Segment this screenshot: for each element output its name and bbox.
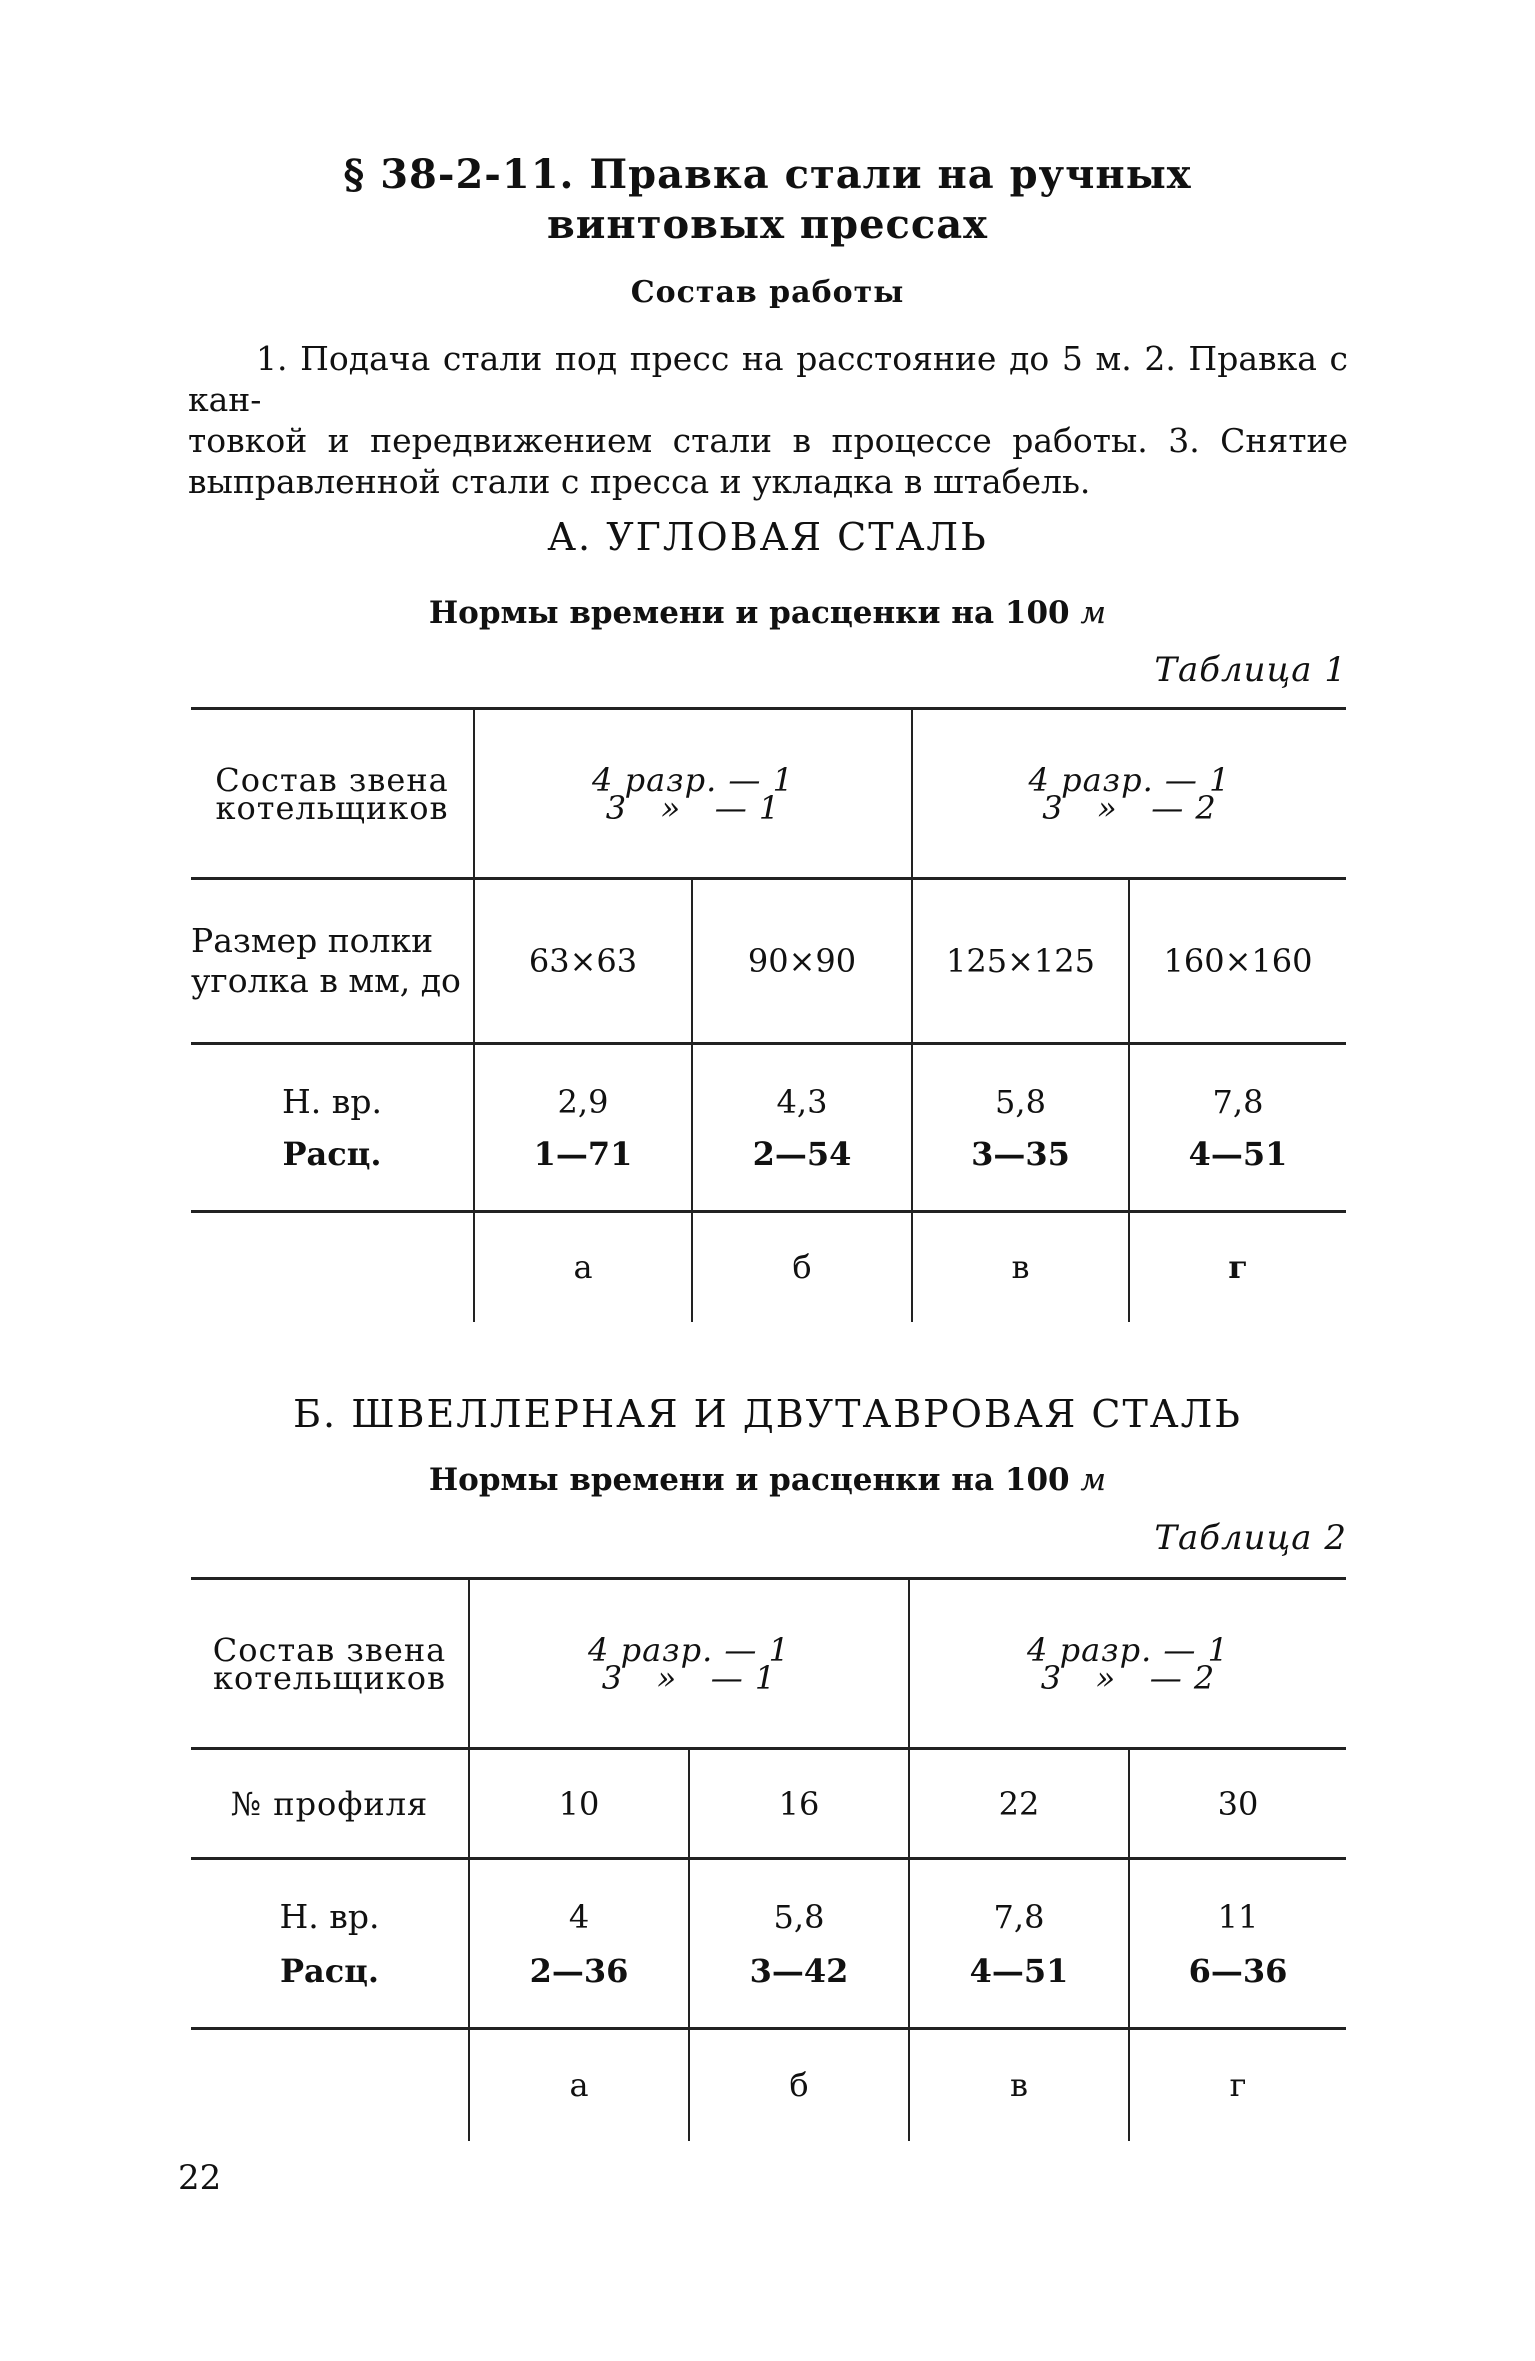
table-cell: 160×160 <box>1129 879 1346 1044</box>
table-2-caption: Таблица 2 <box>1154 1518 1347 1558</box>
rasc-label: Расц. <box>279 1951 380 1990</box>
crew-group-1 <box>474 709 912 879</box>
rasc-value: 4—51 <box>1188 1134 1288 1173</box>
crew-group-2-line-2: 3 » — 2 <box>1042 788 1217 827</box>
nvr-value: 5,8 <box>995 1082 1046 1121</box>
profile-label: № профиля <box>230 1784 429 1823</box>
work-description <box>188 338 1348 502</box>
table-cell: 30 <box>1129 1749 1346 1859</box>
crew-label <box>191 709 474 879</box>
crew-group-2-line-2: 3 » — 2 <box>1040 1658 1216 1697</box>
table-cell: 63×63 <box>474 879 692 1044</box>
crew-group-1-line-1: 4 разр. — 1 <box>588 1630 790 1669</box>
crew-group-1-line-2: 3 » — 1 <box>601 1658 777 1697</box>
section-heading <box>0 150 1535 250</box>
size-label <box>191 879 474 1044</box>
table-1-size-row <box>191 879 1346 1044</box>
rasc-value: 3—42 <box>749 1951 849 1990</box>
table-1 <box>191 707 1346 1322</box>
nvr-value: 2,9 <box>557 1082 609 1121</box>
nvr-value: 4,3 <box>776 1082 828 1121</box>
empty-cell <box>191 2029 469 2141</box>
section-b-norms-unit: м <box>1080 1462 1107 1498</box>
rasc-value: 3—35 <box>971 1134 1070 1173</box>
crew-label-line-1: Состав звена <box>215 760 449 799</box>
nvr-label: Н. вр. <box>282 1081 382 1121</box>
column-letter: в <box>912 1212 1129 1322</box>
value-cell <box>469 1859 689 2029</box>
heading-line-2: винтовых прессах <box>546 201 989 248</box>
crew-label-line-1: Состав звена <box>212 1630 447 1669</box>
crew-group-1 <box>469 1579 909 1749</box>
crew-label-line-2: котельщиков <box>212 1658 446 1697</box>
table-2-profile-row <box>191 1749 1346 1859</box>
crew-group-2 <box>909 1579 1346 1749</box>
table-cell: 125×125 <box>912 879 1129 1044</box>
heading-line-1: § 38-2-11. Правка стали на ручных <box>343 151 1192 198</box>
column-letter: б <box>689 2029 909 2141</box>
value-cell <box>692 1044 912 1212</box>
table-cell: 90×90 <box>692 879 912 1044</box>
column-letter: в <box>909 2029 1129 2141</box>
crew-group-2 <box>912 709 1346 879</box>
crew-group-1-line-2: 3 » — 1 <box>605 788 781 827</box>
size-label-line-2: уголка в мм, до <box>191 961 461 1000</box>
rasc-value: 1—71 <box>533 1134 633 1173</box>
table-2-crew-row <box>191 1579 1346 1749</box>
table-2-letters-row <box>191 2029 1346 2141</box>
section-b-title: Б. ШВЕЛЛЕРНАЯ И ДВУТАВРОВАЯ СТАЛЬ <box>293 1392 1242 1436</box>
nvr-rasc-label <box>191 1044 474 1212</box>
table-1-letters-row <box>191 1212 1346 1322</box>
column-letter: г <box>1129 2029 1346 2141</box>
nvr-rasc-label <box>191 1859 469 2029</box>
table-1-values-row <box>191 1044 1346 1212</box>
column-letter: б <box>692 1212 912 1322</box>
section-b-norms-text: Нормы времени и расценки на 100 <box>428 1462 1070 1498</box>
column-letter: а <box>474 1212 692 1322</box>
empty-cell <box>191 1212 474 1322</box>
page-number: 22 <box>178 2158 222 2198</box>
column-letter: г <box>1129 1212 1346 1322</box>
crew-label-line-2: котельщиков <box>215 788 449 827</box>
nvr-value: 4 <box>568 1897 590 1936</box>
value-cell <box>1129 1859 1346 2029</box>
nvr-value: 5,8 <box>773 1897 825 1936</box>
table-2 <box>191 1577 1346 2141</box>
table-1-caption: Таблица 1 <box>1154 650 1347 690</box>
crew-group-2-line-1: 4 разр. — 1 <box>1027 1630 1229 1669</box>
table-2-values-row <box>191 1859 1346 2029</box>
nvr-label: Н. вр. <box>279 1896 380 1936</box>
crew-label <box>191 1579 469 1749</box>
rasc-value: 6—36 <box>1188 1951 1288 1990</box>
work-description-line-1: 1. Подача стали под пресс на расстояние до 5 м. 2. Правка с кан- <box>188 339 1348 419</box>
table-1-crew-row <box>191 709 1346 879</box>
table-cell: 10 <box>469 1749 689 1859</box>
rasc-value: 2—54 <box>752 1134 852 1173</box>
section-a-norms-unit: м <box>1080 595 1107 631</box>
value-cell <box>689 1859 909 2029</box>
rasc-value: 4—51 <box>969 1951 1069 1990</box>
section-a-norms-text: Нормы времени и расценки на 100 <box>428 595 1070 631</box>
section-b-norms <box>0 1462 1535 1498</box>
table-cell: 16 <box>689 1749 909 1859</box>
value-cell <box>912 1044 1129 1212</box>
value-cell <box>1129 1044 1346 1212</box>
column-letter: а <box>469 2029 689 2141</box>
nvr-value: 7,8 <box>993 1897 1045 1936</box>
rasc-value: 2—36 <box>529 1951 629 1990</box>
rasc-label: Расц. <box>282 1134 382 1173</box>
work-title: Состав работы <box>630 275 905 310</box>
crew-group-2-line-1: 4 разр. — 1 <box>1028 760 1231 799</box>
section-a-title: А. УГЛОВАЯ СТАЛЬ <box>547 515 988 559</box>
nvr-value: 11 <box>1217 1897 1259 1936</box>
crew-group-1-line-1: 4 разр. — 1 <box>592 760 794 799</box>
size-label-line-1: Размер полки <box>191 921 434 960</box>
table-cell: 22 <box>909 1749 1129 1859</box>
work-description-rest: товкой и передвижением стали в процессе работы. 3. Снятие выправленной стали с пресса и укладка в штабель. <box>188 421 1348 501</box>
nvr-value: 7,8 <box>1212 1082 1264 1121</box>
value-cell <box>474 1044 692 1212</box>
section-a-norms <box>0 595 1535 631</box>
value-cell <box>909 1859 1129 2029</box>
